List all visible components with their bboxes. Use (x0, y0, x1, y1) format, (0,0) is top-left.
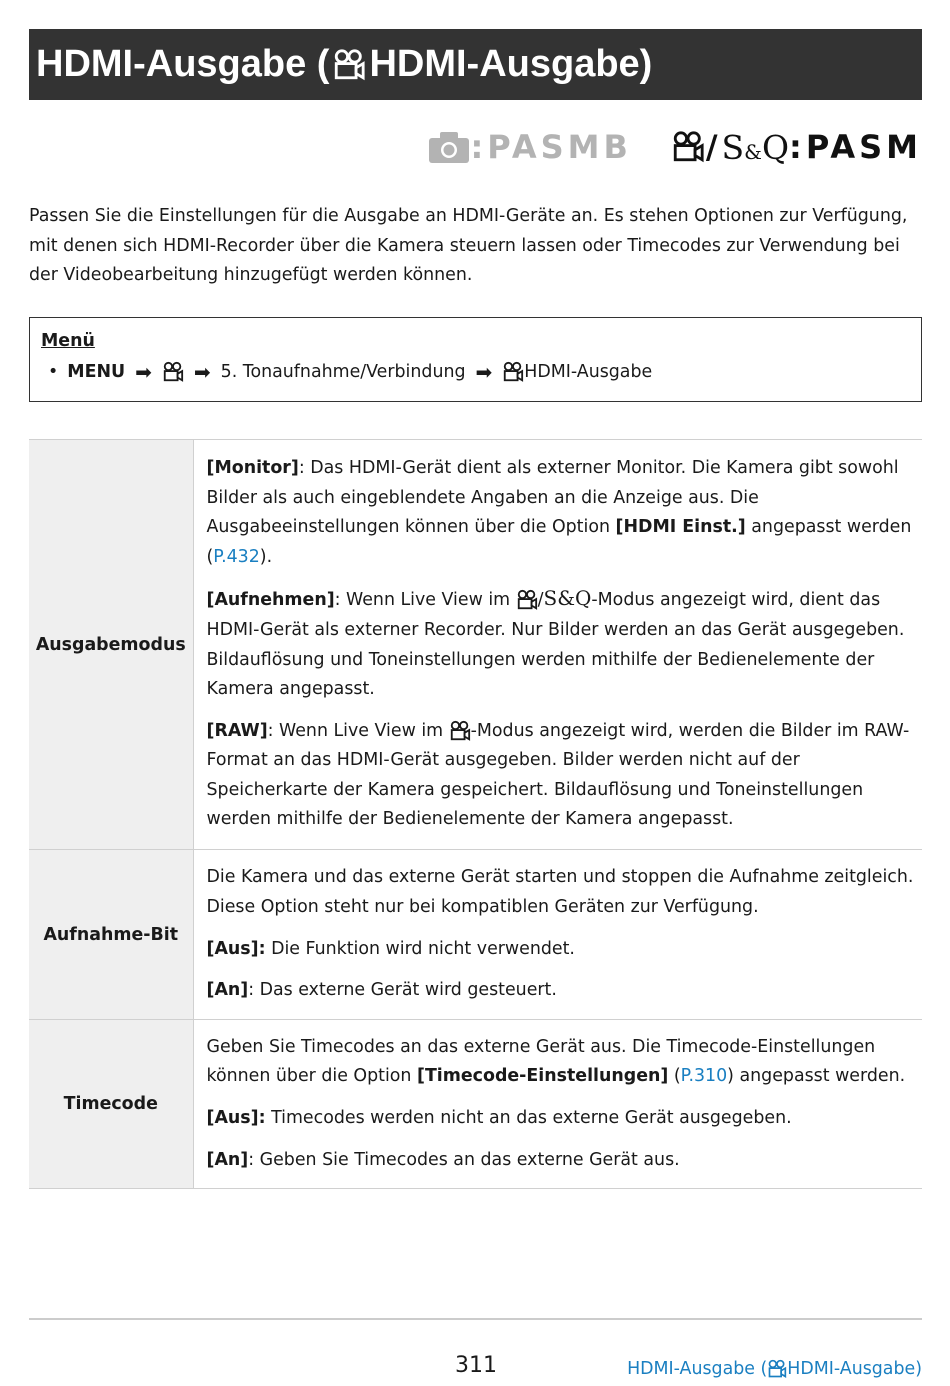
option-key: [An] (206, 980, 249, 1001)
sq-mode-label (722, 128, 789, 167)
option-text: ) angepasst werden. (727, 1066, 906, 1087)
menu-path-box (29, 317, 922, 402)
sq-mode-label: S&Q (543, 586, 592, 611)
video-modes-label: :PASM (789, 128, 922, 166)
option-key: [Aus]: (206, 1108, 266, 1128)
option-text: angepasst werden ( (206, 517, 912, 567)
arrow-icon: ➡ (135, 360, 152, 384)
option-key: [Aufnehmen] (206, 590, 335, 611)
option-key: [Aus]: (206, 938, 266, 959)
option-text: : Geben Sie Timecodes an das externe Gerät aus. (248, 1149, 680, 1170)
video-modes (670, 128, 922, 167)
sq-amp: & (744, 139, 762, 164)
menu-step: 5. Tonaufnahme/Verbindung (220, 362, 466, 382)
table-row (29, 440, 922, 850)
photo-modes (427, 128, 632, 166)
option-aus (207, 935, 915, 965)
option-text: : Das externe Gerät wird gesteuert. (248, 980, 557, 1001)
option-text: : Das HDMI-Gerät dient als externer Monitor. Die Kamera gibt sowohl Bilder als auch eingeblendete Angaben an die Anzeige aus. Die Ausgabeeinstellungen können über die Option (206, 457, 899, 538)
page-link[interactable]: P.432 (213, 546, 260, 567)
row-label-timecode: Timecode (29, 1020, 193, 1189)
arrow-icon: ➡ (193, 360, 211, 384)
option-ref: [Timecode-Einstellungen] (417, 1066, 669, 1087)
option-text: Die Funktion wird nicht verwendet. (265, 938, 575, 959)
settings-table (29, 439, 922, 1189)
option-key: [RAW] (206, 720, 268, 741)
option-aufnehmen (207, 584, 915, 704)
option-text: ). (259, 546, 273, 567)
table-row (29, 1020, 922, 1189)
movie-camera-icon (332, 48, 366, 82)
footer-title-start: HDMI-Ausgabe ( (627, 1359, 768, 1379)
footer-divider (29, 1318, 922, 1320)
page-link[interactable]: P.310 (680, 1066, 728, 1087)
footer-title-end: HDMI-Ausgabe) (787, 1359, 922, 1379)
option-text: / (537, 590, 544, 611)
mode-indicator (427, 124, 923, 170)
movie-camera-icon (449, 720, 471, 742)
option-text: : Wenn Live View im (267, 720, 449, 741)
row-label-ausgabemodus: Ausgabemodus (29, 440, 193, 850)
option-text: ( (668, 1066, 681, 1087)
option-text: Geben Sie Timecodes an das externe Gerät aus. Die Timecode-Einstellungen können über die Option (206, 1036, 876, 1087)
menu-label: MENU (67, 362, 126, 382)
menu-target: HDMI-Ausgabe (524, 362, 653, 382)
option-ref: [HDMI Einst.] (615, 517, 746, 538)
option-text: -Modus angezeigt wird, werden die Bilder im RAW-Format an das HDMI-Gerät ausgegeben. Bilder werden nicht auf der Speicherkarte der Kamera gespeichert. Bildauflösung und Toneinstellungen werden mithilfe der Bedienelemente der Kamera angepasst. (206, 720, 910, 830)
table-row (29, 850, 922, 1020)
row-description: Die Kamera und das externe Gerät starten und stoppen die Aufnahme zeitgleich. Diese Option steht nur bei kompatiblen Geräten zur Verfügung. (206, 867, 914, 917)
movie-camera-icon (502, 361, 524, 383)
footer-section-link[interactable] (627, 1359, 922, 1379)
movie-camera-icon (767, 1359, 787, 1379)
photo-modes-label: :PASMB (470, 128, 632, 166)
page-number: 311 (455, 1353, 497, 1378)
option-aus (207, 1104, 915, 1134)
intro-paragraph: Passen Sie die Einstellungen für die Ausgabe an HDMI-Geräte an. Es stehen Optionen zur Verfügung, mit denen sich HDMI-Recorder über die Kamera steuern lassen oder Timecodes zur Verwendung bei der Videobearbeitung hinzugefügt werden können. (29, 206, 908, 286)
option-key: [Monitor] (206, 457, 299, 478)
option-key: [An] (206, 1149, 249, 1170)
option-monitor (207, 454, 915, 572)
movie-camera-icon (516, 589, 538, 611)
option-raw (207, 717, 915, 835)
option-text: -Modus angezeigt wird, dient das HDMI-Gerät als externer Recorder. Nur Bilder werden an das Gerät ausgegeben. Bildauflösung und Toneinstellungen werden mithilfe der Bedienelemente der Kamera angepasst. (206, 590, 905, 700)
menu-heading: Menü (41, 331, 95, 351)
row-value-aufnahme-bit (193, 850, 922, 1020)
option-text: Timecodes werden nicht an das externe Gerät ausgegeben. (265, 1108, 792, 1128)
page-title (29, 29, 922, 100)
row-description (207, 1033, 915, 1092)
option-an (207, 1146, 915, 1176)
option-text: : Wenn Live View im (334, 590, 516, 611)
row-value-timecode (193, 1020, 922, 1189)
sq-s: S (721, 127, 745, 167)
option-an (207, 976, 915, 1006)
page-title-text-start: HDMI-Ausgabe ( (36, 43, 330, 85)
row-label-aufnahme-bit: Aufnahme-Bit (29, 850, 193, 1020)
movie-camera-icon (670, 130, 706, 164)
video-modes-separator: / (705, 128, 722, 166)
movie-camera-icon (162, 361, 184, 383)
arrow-icon: ➡ (475, 360, 493, 384)
page-title-text-end: HDMI-Ausgabe) (369, 43, 653, 85)
photo-camera-icon (427, 130, 471, 164)
bullet: • (48, 362, 59, 382)
sq-q: Q (761, 127, 790, 167)
menu-path (41, 360, 910, 384)
row-value-ausgabemodus (193, 440, 922, 850)
